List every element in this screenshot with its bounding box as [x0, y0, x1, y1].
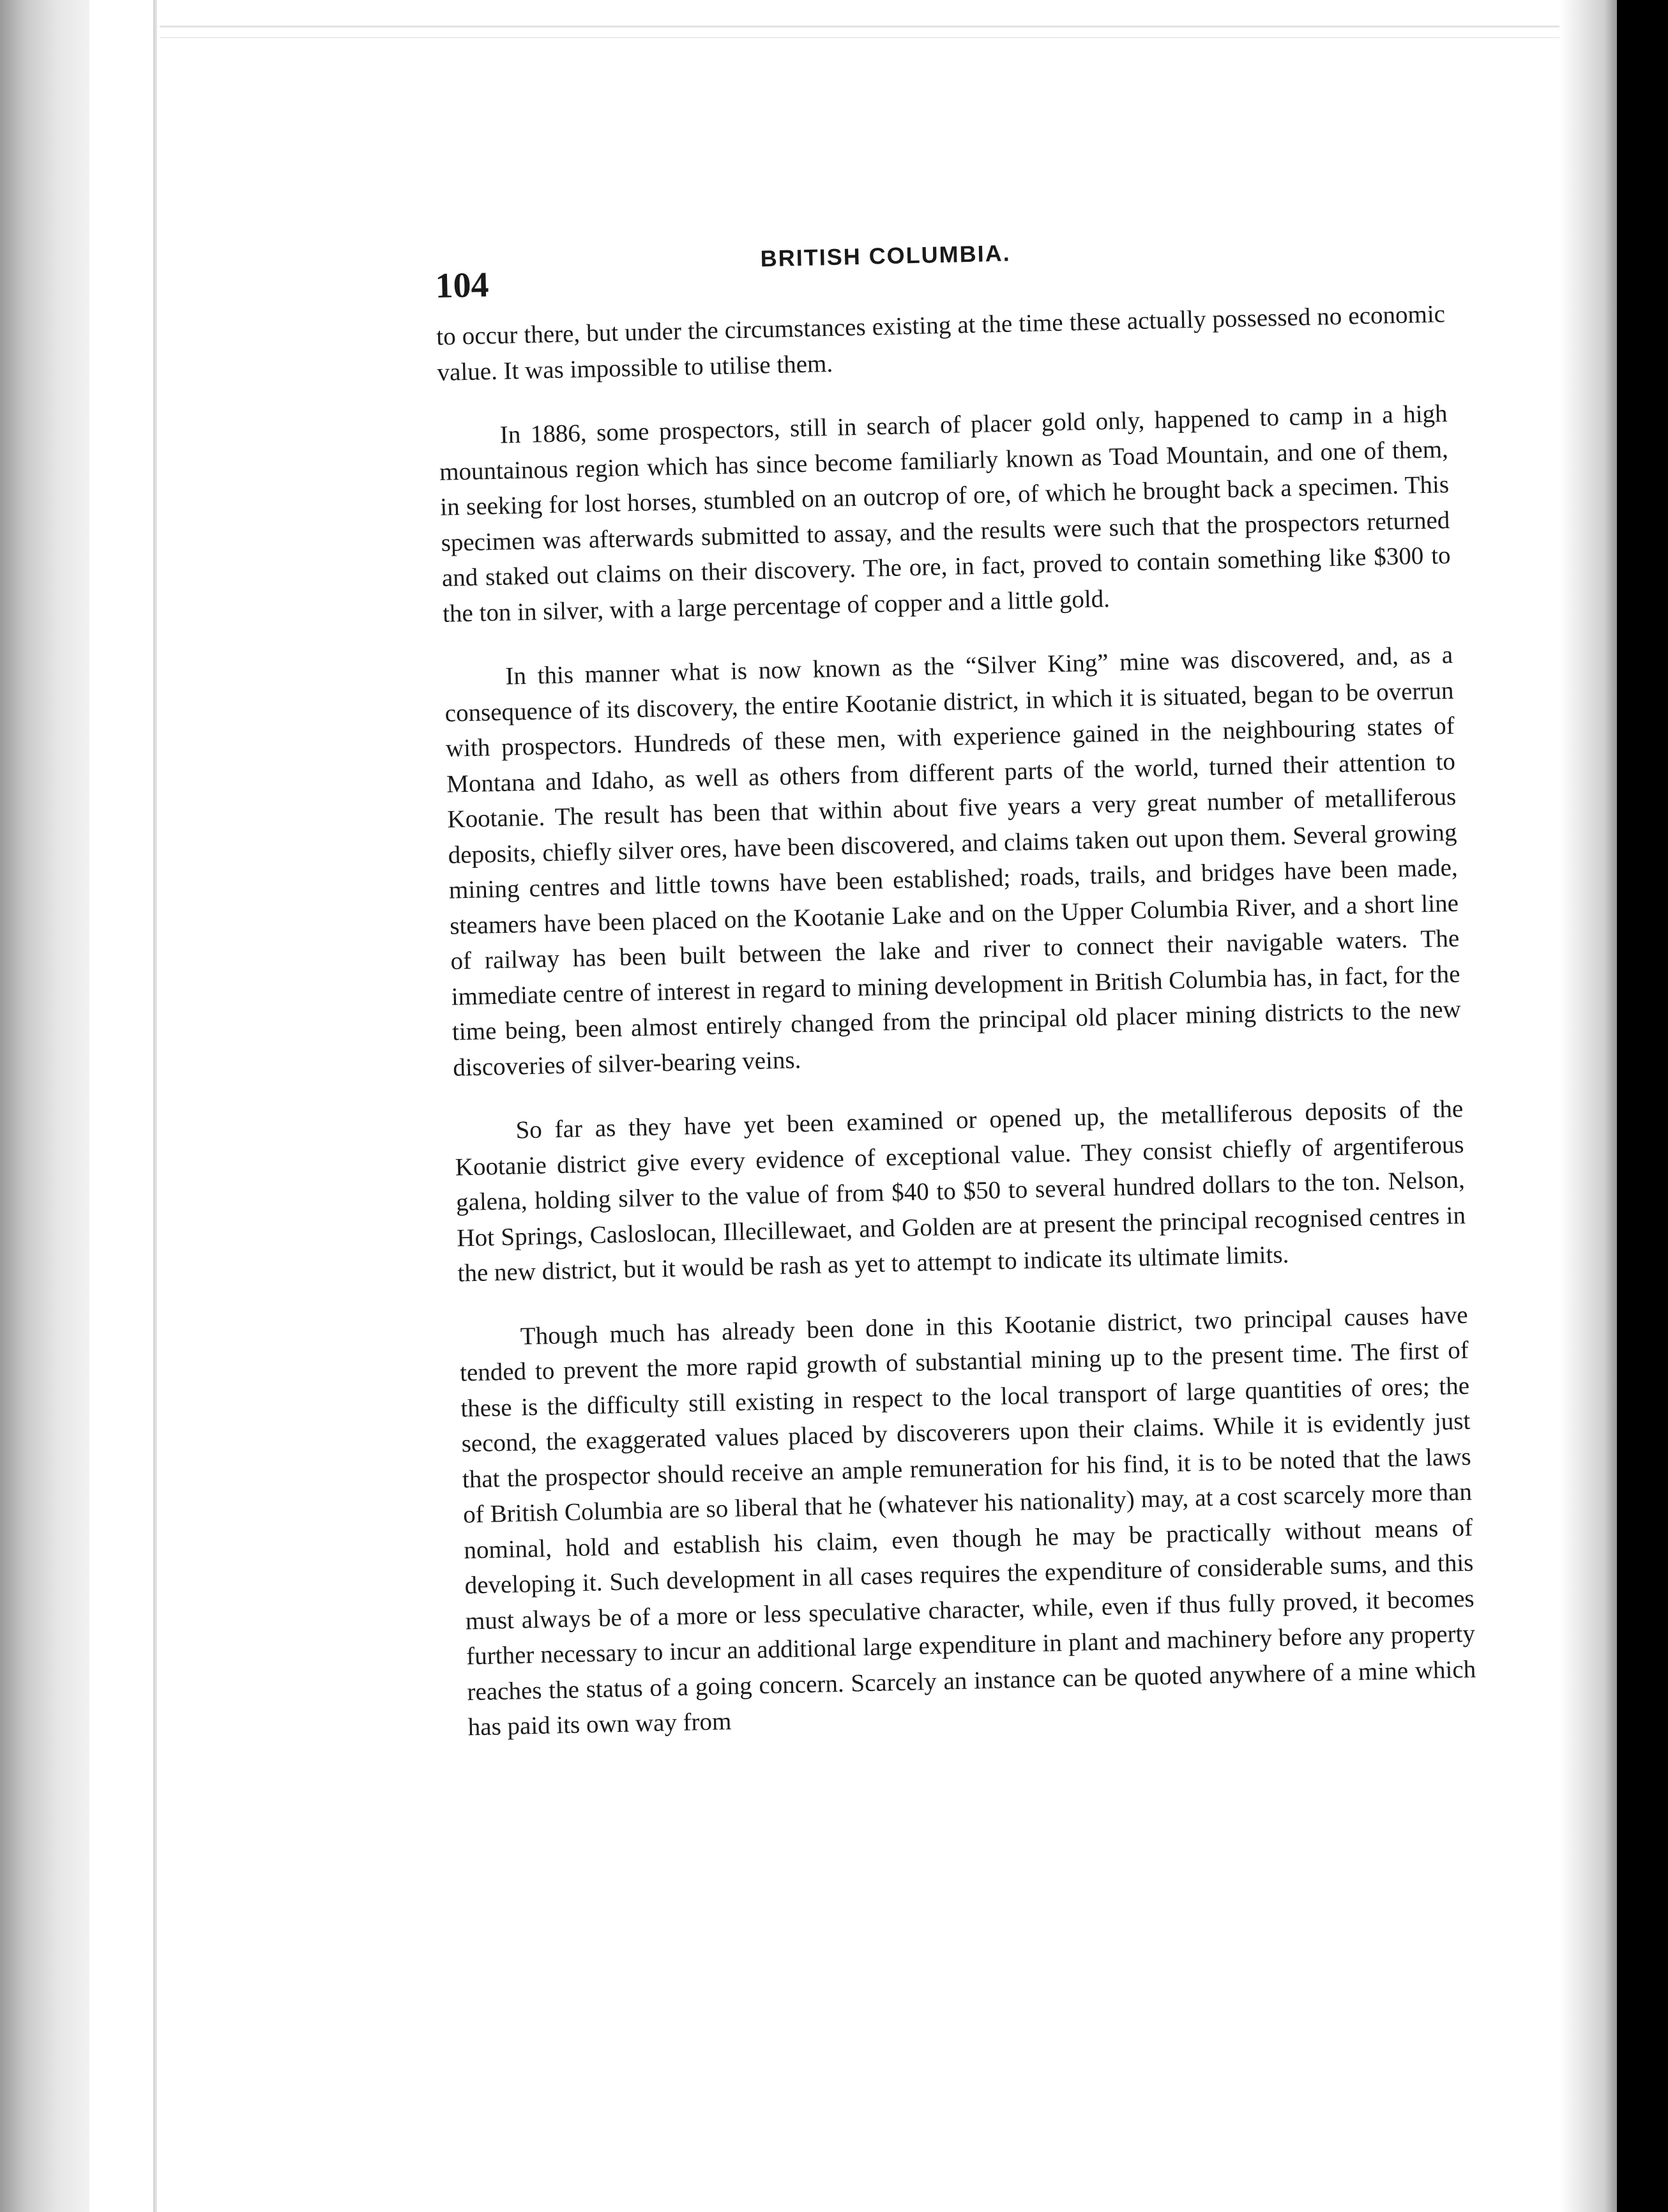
page-header [434, 220, 1444, 306]
top-page-edge-line-secondary [160, 37, 1596, 38]
right-scan-edge [1617, 0, 1668, 2212]
book-page [434, 220, 1478, 1774]
left-scan-edge [0, 0, 89, 2212]
paragraph-1: to occur there, but under the circumstances existing at the time these actually possessed no economic value. It was impossible to utilise them. [436, 300, 1446, 386]
body-text [436, 296, 1477, 1745]
top-page-edge-line [160, 26, 1596, 27]
left-page-edge-line [153, 0, 157, 2212]
paragraph-2: In 1886, some prospectors, still in search of placer gold only, happened to camp in a high mountainous region which has since become familiarly known as Toad Mountain, and one of them, in seeking for lost horses, stumbled on an outcrop of ore, of which he brought back a specimen. This specimen was afterwards submitted to assay, and the results were such that the prospectors returned and staked out claims on their discovery. The ore, in fact, proved to contain something like $300 to the ton in silver, with a large percentage of copper and a little gold. [439, 400, 1452, 628]
running-head: BRITISH COLUMBIA. [760, 239, 1012, 272]
paragraph-4: So far as they have yet been examined or opened up, the metalliferous deposits of the Kootanie district give every evidence of exceptional value. They consist chiefly of argentiferous galena, holding silver to the value of from $40 to $50 to several hundred dollars to the ton. Nelson, Hot Springs, Casloslocan, Illecillewaet, and Golden are at present the principal recognised centres in the new district, but it would be rash as yet to attempt to indicate its ultimate limits. [455, 1095, 1466, 1287]
paragraph-5: Though much has already been done in this Kootanie district, two principal causes have tended to prevent the more rapid growth of substantial mining up to the present time. The first of these is the difficulty still existing in respect to the local transport of large quantities of ores; the second, the exaggerated values placed by discoverers upon their claims. While it is evidently just that the prospector should receive an ample remuneration for his find, it is to be noted that the laws of British Columbia are so liberal that he (whatever his nationality) may, at a cost scarcely more than nominal, hold and establish his claim, even though he may be practically without means of developing it. Such development in all cases requires the expenditure of considerable sums, and this must always be of a more or less speculative character, while, even if thus fully proved, it becomes further necessary to incur an additional large expenditure in plant and machinery before any property reaches the status of a going concern. Scarcely an instance can be quoted anywhere of a mine which has paid its own way from [459, 1301, 1476, 1741]
right-scan-shade [1559, 0, 1617, 2212]
page-number: 104 [434, 265, 490, 306]
paragraph-3: In this manner what is now known as the “Silver King” mine was discovered, and, as a consequence of its discovery, the entire Kootanie district, in which it is situated, began to be overrun with prospectors. Hundreds of these men, with experience gained in the neighbouring states of Montana and Idaho, as well as others from different parts of the world, turned their attention to Kootanie. The result has been that within about five years a very great number of metalliferous deposits, chiefly silver ores, have been discovered, and claims taken out upon them. Several growing mining centres and little towns have been established; roads, trails, and bridges have been made, steamers have been placed on the Kootanie Lake and on the Upper Columbia River, and a short line of railway has been built between the lake and river to connect their navigable waters. The immediate centre of interest in regard to mining development in British Columbia has, in fact, for the time being, been almost entirely changed from the principal old placer mining districts to the new discoveries of silver-bearing veins. [444, 640, 1462, 1082]
